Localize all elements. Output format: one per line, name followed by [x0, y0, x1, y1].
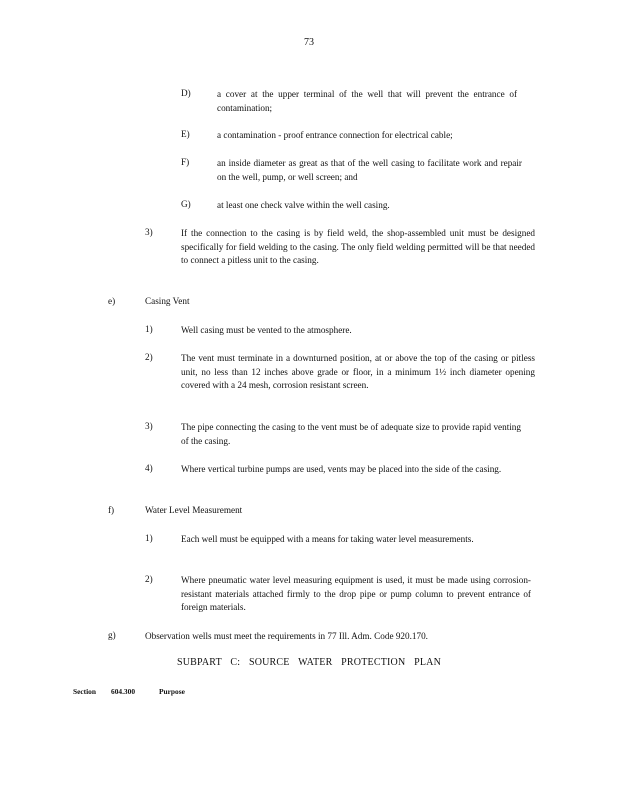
section-f-item-1-label: 1): [145, 533, 153, 543]
section-e-label: e): [108, 296, 116, 306]
section-g-label: g): [108, 630, 116, 640]
item-3-text: If the connection to the casing is by field weld, the shop-assembled unit must be designed specifically for field welding to the casing. The only field welding permitted will be that needed to connect a pitless unit to the casing.: [181, 228, 535, 266]
section-word: Section: [73, 687, 96, 696]
page-number: 73: [304, 37, 314, 48]
section-f-title: Water Level Measurement: [145, 505, 243, 515]
section-e-item-1-text: Well casing must be vented to the atmosphere.: [181, 325, 352, 335]
section-e-item-4-label: 4): [145, 463, 153, 473]
list-text-d: a cover at the upper terminal of the well that will prevent the entrance of contamination;: [217, 89, 517, 113]
list-label-g: G): [181, 199, 191, 209]
list-label-d: D): [181, 88, 191, 98]
list-label-f: F): [181, 157, 190, 167]
subpart-heading: SUBPART C: SOURCE WATER PROTECTION PLAN: [176, 657, 441, 668]
section-e-item-3-text: The pipe connecting the casing to the vent must be of adequate size to provide rapid venting of the casing.: [181, 422, 521, 446]
section-f-label: f): [108, 505, 115, 515]
section-title: Purpose: [159, 687, 185, 696]
list-label-e: E): [181, 129, 190, 139]
section-e-item-2-label: 2): [145, 352, 153, 362]
list-text-e: a contamination - proof entrance connection for electrical cable;: [217, 130, 453, 140]
section-e-title: Casing Vent: [145, 296, 190, 306]
section-f-item-2-text: Where pneumatic water level measuring equipment is used, it must be made using corrosion-resistant materials attached firmly to the drop pipe or pump column to prevent entrance of foreign materials.: [181, 575, 531, 613]
section-e-item-3-label: 3): [145, 421, 153, 431]
item-3-label: 3): [145, 227, 153, 237]
list-text-f: an inside diameter as great as that of the well casing to facilitate work and repair on the well, pump, or well screen; and: [217, 158, 522, 182]
section-e-item-1-label: 1): [145, 324, 153, 334]
section-number: 604.300: [111, 687, 136, 696]
section-f-item-1-text: Each well must be equipped with a means for taking water level measurements.: [181, 534, 474, 544]
list-text-g: at least one check valve within the well casing.: [217, 200, 390, 210]
section-e-item-2-text: The vent must terminate in a downturned position, at or above the top of the casing or pitless unit, no less than 12 inches above grade or floor, in a minimum 1½ inch diameter opening covered with a 24 mesh, corrosion resistant screen.: [181, 353, 535, 391]
section-e-item-4-text: Where vertical turbine pumps are used, vents may be placed into the side of the casing.: [181, 464, 502, 474]
section-g-text: Observation wells must meet the requirements in 77 Ill. Adm. Code 920.170.: [145, 631, 428, 641]
section-f-item-2-label: 2): [145, 574, 153, 584]
